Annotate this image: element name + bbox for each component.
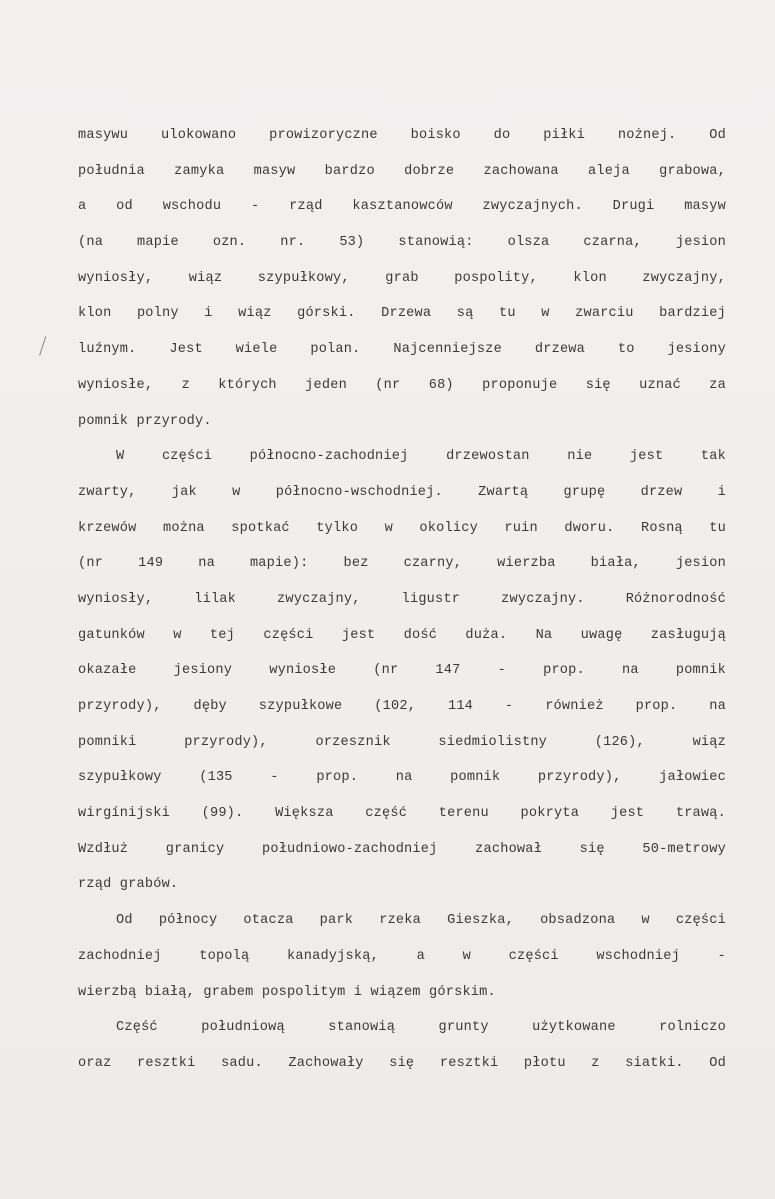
text-line: wierzbą białą, grabem pospolitym i wiązem górskim. <box>78 984 496 1000</box>
paragraph <box>78 1010 726 1081</box>
text-line: Część południową stanowią grunty użytkowane rolniczo <box>116 1020 726 1036</box>
document-body <box>78 118 726 1082</box>
text-line: okazałe jesiony wyniosłe (nr 147 - prop. na pomnik <box>78 663 726 679</box>
text-line: wirgínijski (99). Większa część terenu pokryta jest trawą. <box>78 806 726 822</box>
text-line: Od północy otacza park rzeka Gieszka, obsadzona w części <box>116 913 726 929</box>
text-line: pomnik przyrody. <box>78 413 212 429</box>
text-line: wyniosłe, z których jeden (nr 68) proponuje się uznać za <box>78 377 726 393</box>
paragraph <box>78 118 726 439</box>
text-line: rząd grabów. <box>78 877 179 893</box>
text-line: a od wschodu - rząd kasztanowców zwyczajnych. Drugi masyw <box>78 199 726 215</box>
text-line: przyrody), dęby szypułkowe (102, 114 - również prop. na <box>78 699 726 714</box>
text-line: (nr 149 na mapie): bez czarny, wierzba biała, jesion <box>78 556 726 572</box>
text-line: południa zamyka masyw bardzo dobrze zachowana aleja grabowa, <box>78 163 726 179</box>
text-line: pomniki przyrody), orzesznik siedmiolistny (126), wiąz <box>78 734 726 750</box>
paragraph <box>78 903 726 1010</box>
text-line: zwarty, jak w północno-wschodniej. Zwartą grupę drzew i <box>78 484 726 500</box>
text-line: Wzdłuż granicy południowo-zachodniej zachował się 50-metrowy <box>78 841 726 857</box>
text-line: wyniosły, wiąz szypułkowy, grab pospolity, klon zwyczajny, <box>78 270 726 286</box>
text-line: W części północno-zachodniej drzewostan nie jest tak <box>116 449 726 465</box>
text-line: masywu ulokowano prowizoryczne boisko do piłki nożnej. Od <box>78 128 726 143</box>
text-line: gatunków w tej części jest dość duża. Na uwagę zasługują <box>78 627 726 643</box>
text-line: zachodniej topolą kanadyjską, a w części wschodniej - <box>78 948 726 964</box>
text-line: (na mapie ozn. nr. 53) stanowią: olsza czarna, jesion <box>78 235 726 251</box>
text-line: wyniosły, lilak zwyczajny, ligustr zwyczajny. Różnorodność <box>78 591 726 607</box>
paragraph <box>78 439 726 903</box>
text-line: klon polny i wiąz górski. Drzewa są tu w zwarciu bardziej <box>78 306 726 322</box>
text-line: krzewów można spotkać tylko w okolicy ruin dworu. Rosną tu <box>78 520 726 536</box>
margin-pencil-mark <box>39 336 52 357</box>
text-line: luźnym. Jest wiele polan. Najcenniejsze drzewa to jesiony <box>78 342 726 358</box>
text-line: szypułkowy (135 - prop. na pomnik przyrody), jałowiec <box>78 770 726 786</box>
text-line: oraz resztki sadu. Zachowały się resztki płotu z siatki. Od <box>78 1055 726 1071</box>
